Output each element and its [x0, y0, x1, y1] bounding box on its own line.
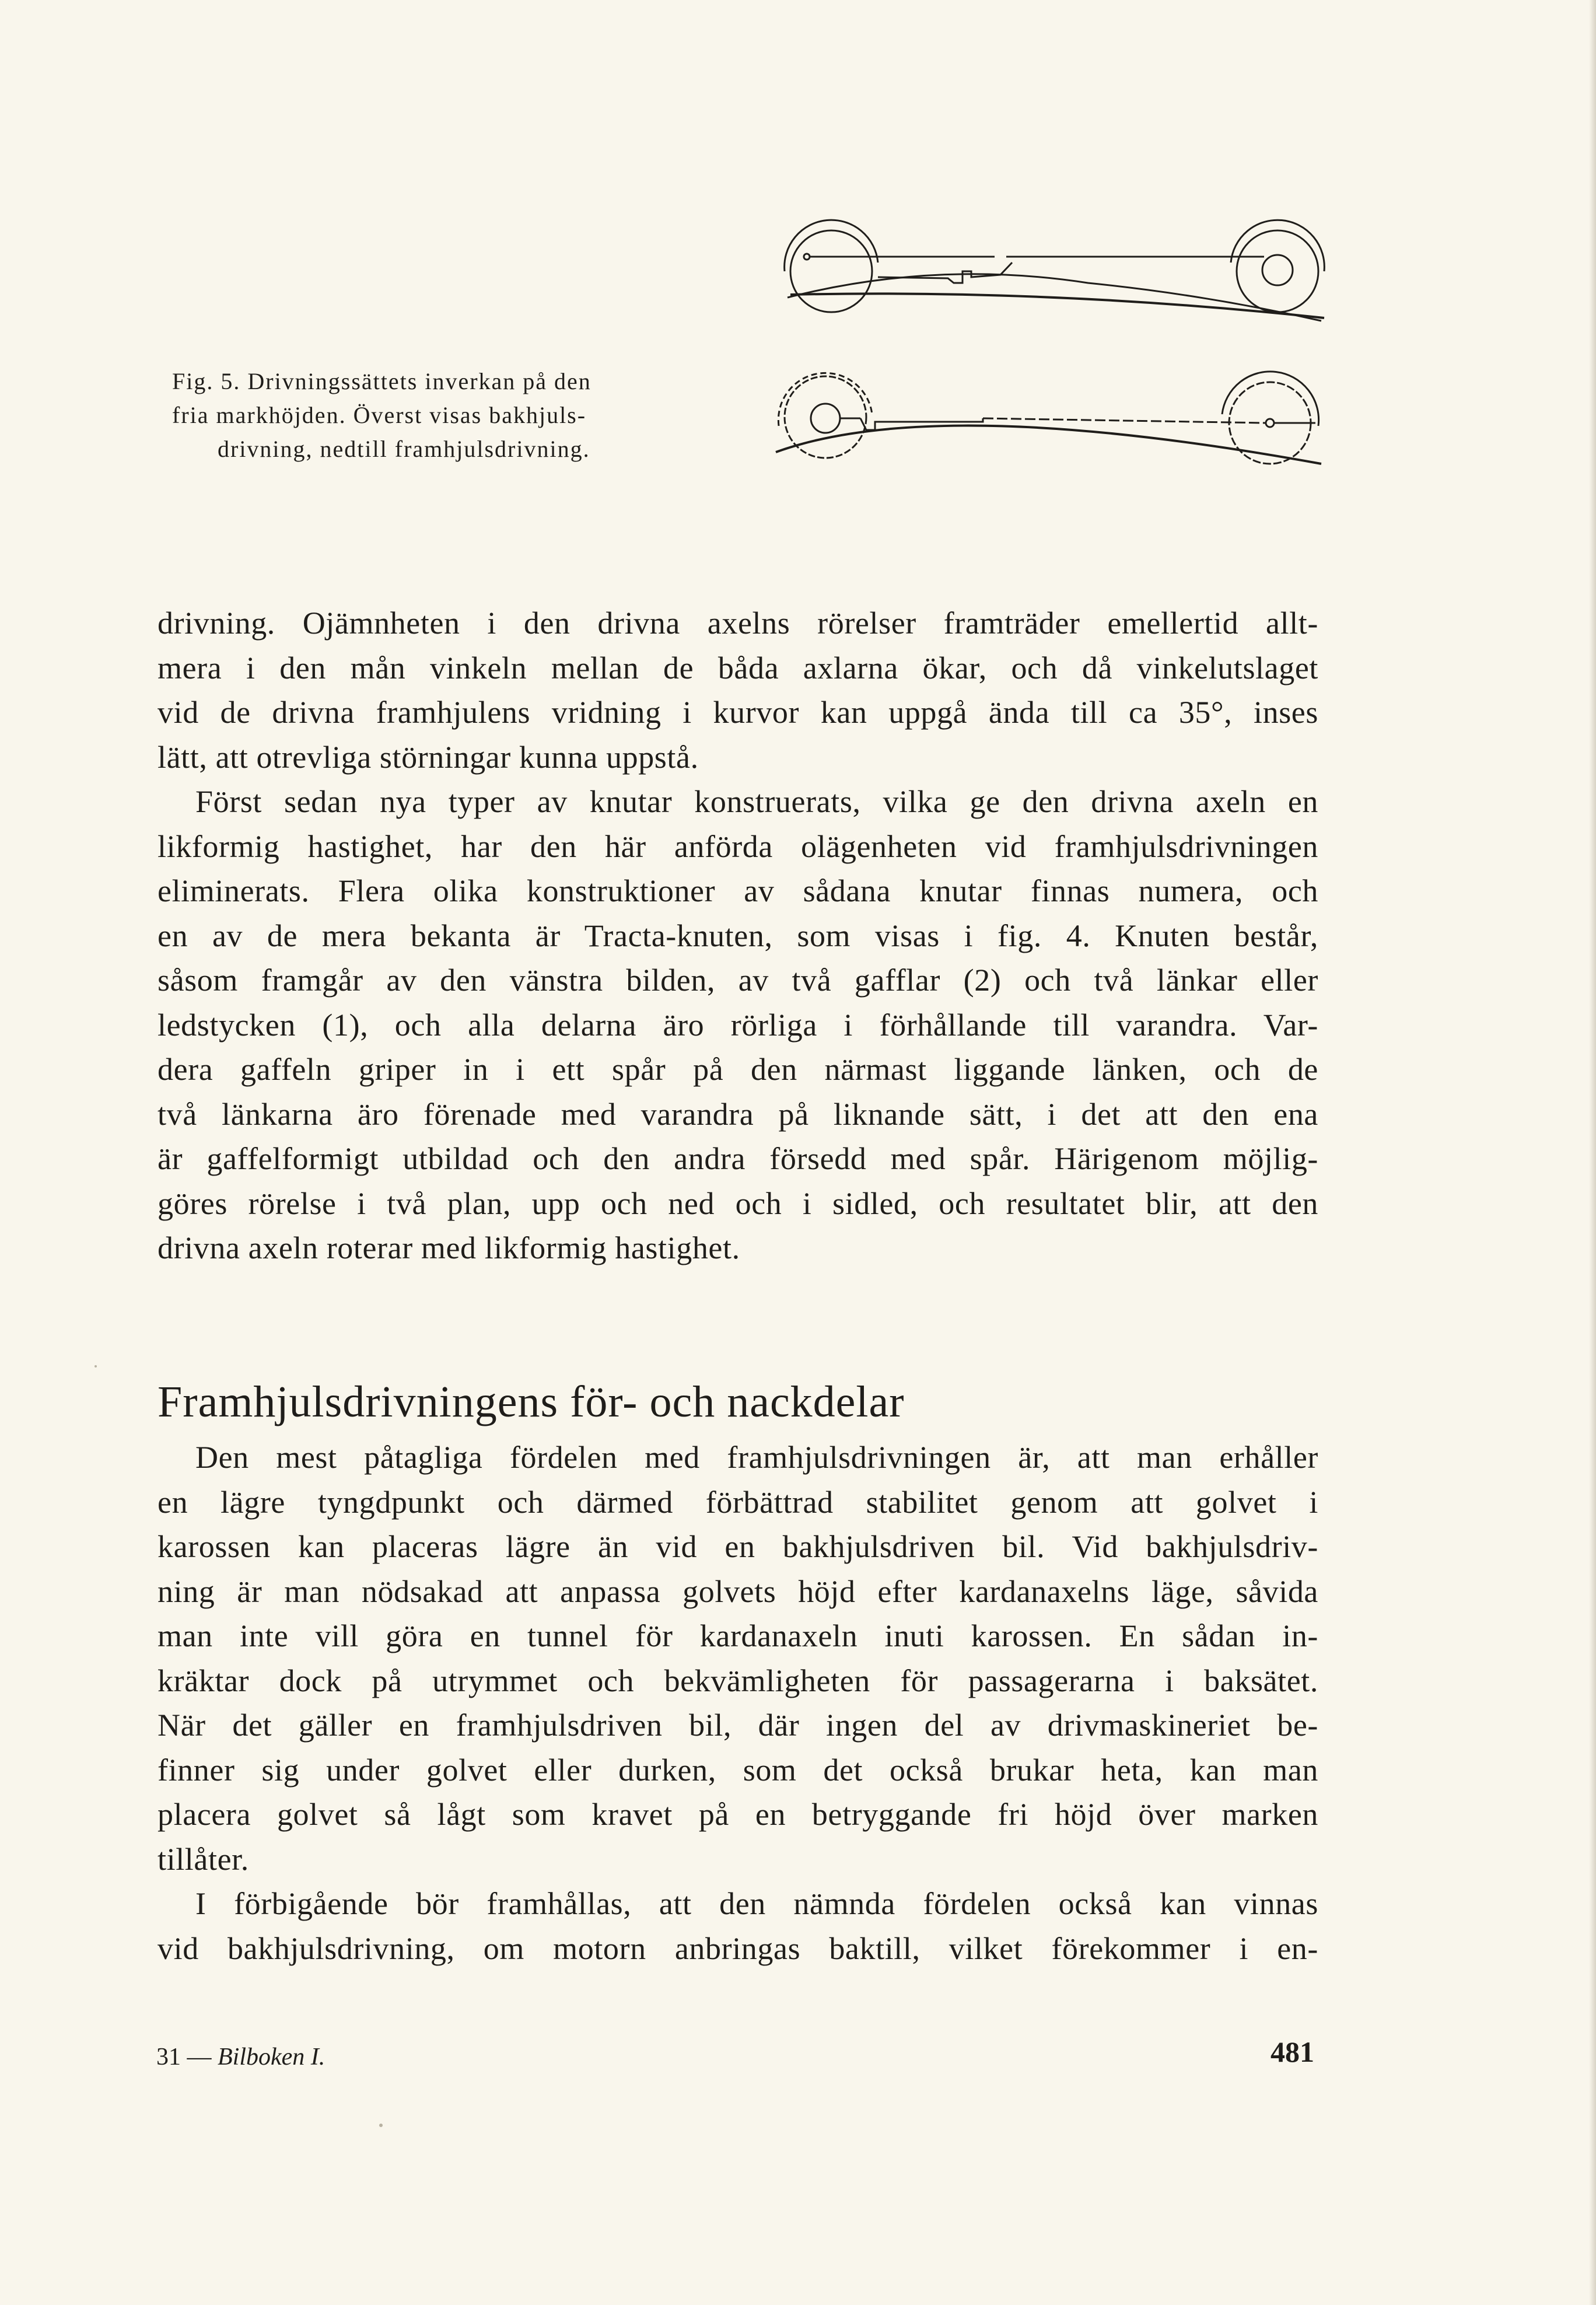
paragraph-4 — [158, 1881, 1318, 1971]
figure-caption — [172, 365, 715, 466]
signature-number: 31 — [156, 2044, 181, 2070]
text-line: en av de mera bekanta är Tracta-knuten, som visas i fig. 4. Knuten består, — [158, 918, 1318, 953]
text-line: placera golvet så lågt som kravet på en betryggande fri höjd över marken — [158, 1797, 1318, 1832]
caption-line-3: drivning, nedtill framhjulsdrivning. — [218, 436, 590, 462]
front-wheel-drive-diagram — [776, 372, 1321, 464]
paper-speck — [94, 1365, 97, 1367]
text-line: Den mest påtagliga fördelen med framhjulsdrivningen är, att man erhåller — [195, 1440, 1318, 1475]
text-line: likformig hastighet, har den här anförda olägenheten vid framhjulsdrivningen — [158, 828, 1318, 864]
text-line: karossen kan placeras lägre än vid en bakhjulsdriven bil. Vid bakhjulsdriv- — [158, 1529, 1318, 1564]
text-line: kräktar dock på utrymmet och bekvämligheten för passagerarna i baksätet. — [158, 1663, 1318, 1698]
text-line: finner sig under golvet eller durken, som det också brukar heta, kan man — [158, 1752, 1318, 1788]
body-section-2 — [158, 1435, 1318, 1971]
text-line: drivna axeln roterar med likformig hastighet. — [158, 1230, 740, 1265]
paragraph-1 — [158, 601, 1318, 779]
text-line: är gaffelformigt utbildad och den andra försedd med spår. Härigenom möjlig- — [158, 1141, 1318, 1176]
text-line: dera gaffeln griper in i ett spår på den närmast liggande länken, och de — [158, 1052, 1318, 1087]
text-line: en lägre tyngdpunkt och därmed förbättrad stabilitet genom att golvet i — [158, 1484, 1318, 1520]
caption-line-2: fria markhöjden. Överst visas bakhjuls- — [172, 402, 587, 428]
text-line: drivning. Ojämnheten i den drivna axelns rörelser framträder emellertid allt- — [158, 606, 1318, 641]
text-line: två länkarna äro förenade med varandra på liknande sätt, i det att den ena — [158, 1096, 1318, 1132]
signature-dash: — — [181, 2044, 218, 2070]
footer-signature — [156, 2043, 325, 2071]
text-line: såsom framgår av den vänstra bilden, av två gafflar (2) och två länkar eller — [158, 963, 1318, 998]
book-title: Bilboken I. — [218, 2044, 326, 2070]
text-line: eliminerats. Flera olika konstruktioner av sådana knutar finnas numera, och — [158, 873, 1318, 908]
caption-line-1: Fig. 5. Drivningssättets inverkan på den — [172, 368, 592, 394]
figure-5-drive-diagram — [761, 207, 1327, 499]
text-line: mera i den mån vinkeln mellan de båda axlarna ökar, och då vinkelutslaget — [158, 650, 1318, 685]
paragraph-2 — [158, 779, 1318, 1271]
text-line: I förbigående bör framhållas, att den nämnda fördelen också kan vinnas — [195, 1886, 1318, 1921]
text-line: Först sedan nya typer av knutar konstruerats, vilka ge den drivna axeln en — [195, 784, 1318, 819]
text-line: ning är man nödsakad att anpassa golvets höjd efter kardanaxelns läge, såvida — [158, 1573, 1318, 1609]
section-heading: Framhjulsdrivningens för- och nackdelar — [158, 1377, 905, 1426]
paragraph-3 — [158, 1435, 1318, 1881]
text-line: man inte vill göra en tunnel för kardanaxeln inuti karossen. En sådan in- — [158, 1618, 1318, 1653]
rear-wheel-drive-diagram — [785, 220, 1325, 321]
text-line: vid bakhjulsdrivning, om motorn anbringas baktill, vilket förekommer i en- — [158, 1930, 1318, 1966]
paper-speck — [379, 2124, 383, 2127]
text-line: göres rörelse i två plan, upp och ned och i sidled, och resultatet blir, att den — [158, 1185, 1318, 1221]
text-line: När det gäller en framhjulsdriven bil, där ingen del av drivmaskineriet be- — [158, 1708, 1318, 1743]
page-edge — [1589, 0, 1596, 2305]
text-line: tillåter. — [158, 1841, 249, 1877]
text-line: lätt, att otrevliga störningar kunna uppstå. — [158, 739, 699, 775]
text-line: vid de drivna framhjulens vridning i kurvor kan uppgå ända till ca 35°, inses — [158, 695, 1318, 730]
page-number: 481 — [1270, 2035, 1314, 2068]
body-section-1 — [158, 601, 1318, 1271]
text-line: ledstycken (1), och alla delarna äro rörliga i förhållande till varandra. Var- — [158, 1007, 1318, 1043]
